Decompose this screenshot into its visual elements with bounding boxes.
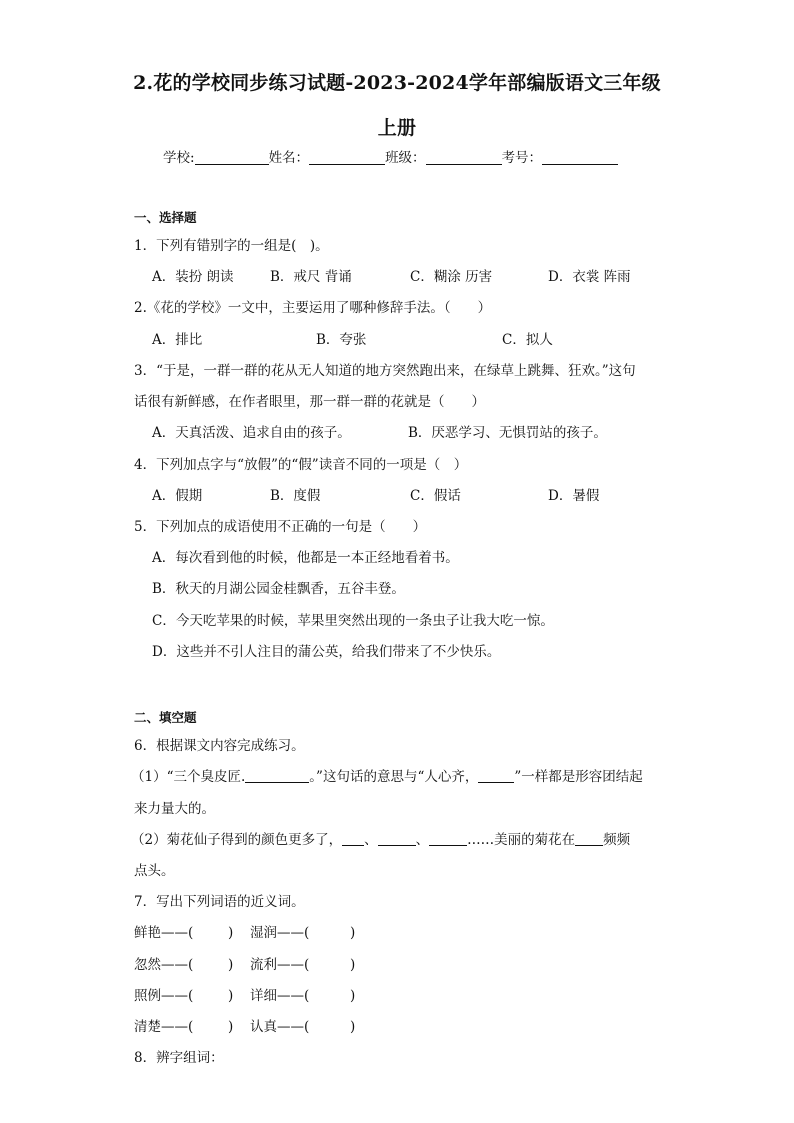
- section-heading: 一、选择题: [134, 210, 197, 225]
- synonym-close[interactable]: ): [228, 988, 234, 1004]
- fill-line: [131, 765, 643, 785]
- synonym-row: [134, 953, 355, 973]
- synonym-word: 湿润——(: [250, 925, 310, 941]
- school-label: 学校:: [163, 150, 195, 166]
- question-stem: 4．下列加点字与“放假”的“假”读音不同的一项是（ ）: [134, 457, 468, 473]
- section-heading: 二、填空题: [134, 710, 197, 725]
- option-b[interactable]: B．厌恶学习、无惧罚站的孩子。: [408, 425, 607, 441]
- synonym-word: 认真——(: [250, 1019, 310, 1035]
- school-field[interactable]: [195, 150, 269, 165]
- synonym-close[interactable]: ): [228, 957, 234, 973]
- synonym-word: 流利——(: [250, 957, 310, 973]
- option-b[interactable]: B．夸张: [316, 332, 367, 348]
- student-info-row: [163, 146, 618, 166]
- option-a[interactable]: A．假期: [152, 488, 203, 504]
- fill-text: ”一样都是形容团结起: [514, 769, 643, 785]
- option-a[interactable]: A．装扮 朗读: [152, 269, 234, 285]
- fill-text: （1）“三个臭皮匠.: [131, 769, 246, 785]
- answer-blank[interactable]: [378, 833, 416, 846]
- class-label: 班级：: [385, 150, 426, 166]
- name-field[interactable]: [309, 150, 385, 165]
- fill-text-continued: 点头。: [134, 863, 175, 879]
- synonym-close[interactable]: ): [350, 957, 356, 973]
- question-stem: 2.《花的学校》一文中，主要运用了哪种修辞手法。（ ）: [134, 300, 492, 316]
- fill-line: [131, 828, 630, 848]
- answer-blank[interactable]: [245, 770, 309, 783]
- question-stem: 3．“于是，一群一群的花从无人知道的地方突然跑出来，在绿草上跳舞、狂欢。”这句: [134, 363, 636, 379]
- question-stem: 6．根据课文内容完成练习。: [134, 738, 305, 754]
- synonym-close[interactable]: ): [350, 925, 356, 941]
- fill-text-continued: 来力量大的。: [134, 801, 215, 817]
- synonym-row: [134, 1015, 355, 1035]
- synonym-close[interactable]: ): [228, 925, 234, 941]
- number-field[interactable]: [542, 150, 618, 165]
- answer-blank[interactable]: [478, 770, 514, 783]
- synonym-word: 清楚——(: [134, 1019, 194, 1035]
- fill-separator: 、: [415, 832, 430, 848]
- synonym-word: 照例——(: [134, 988, 194, 1004]
- number-label: 考号：: [501, 150, 543, 166]
- synonym-row: [134, 984, 355, 1004]
- answer-blank[interactable]: [575, 833, 603, 846]
- options-row: [152, 328, 553, 348]
- synonym-close[interactable]: ): [228, 1019, 234, 1035]
- synonym-word: 鲜艳——(: [134, 925, 194, 941]
- synonym-word: 详细——(: [250, 988, 310, 1004]
- options-row: [152, 484, 599, 504]
- synonym-word: 忽然——(: [134, 957, 194, 973]
- option-a[interactable]: A．排比: [152, 332, 203, 348]
- options-row: [152, 265, 631, 285]
- option-c[interactable]: C．拟人: [502, 332, 553, 348]
- option-d[interactable]: D．这些并不引人注目的蒲公英，给我们带来了不少快乐。: [152, 644, 501, 660]
- answer-blank[interactable]: [342, 833, 364, 846]
- synonym-row: [134, 921, 355, 941]
- options-row: [152, 421, 607, 441]
- option-b[interactable]: B．秋天的月湖公园金桂飘香，五谷丰登。: [152, 581, 405, 597]
- question-stem: 5．下列加点的成语使用不正确的一句是（ ）: [134, 519, 427, 535]
- page-title-continued: 上册: [377, 117, 417, 139]
- option-d[interactable]: D．暑假: [548, 488, 600, 504]
- fill-text: 频频: [603, 832, 631, 848]
- question-stem: 7．写出下列词语的近义词。: [134, 894, 305, 910]
- name-label: 姓名：: [268, 150, 310, 166]
- option-b[interactable]: B．戒尺 背诵: [270, 269, 352, 285]
- option-d[interactable]: D．衣裳 阵雨: [548, 269, 631, 285]
- option-a[interactable]: A．天真活泼、追求自由的孩子。: [152, 425, 351, 441]
- answer-blank[interactable]: [429, 833, 467, 846]
- question-stem: 8．辨字组词：: [134, 1050, 224, 1066]
- synonym-close[interactable]: ): [350, 1019, 356, 1035]
- option-c[interactable]: C．今天吃苹果的时候，苹果里突然出现的一条虫子让我大吃一惊。: [152, 613, 554, 629]
- synonym-close[interactable]: ): [350, 988, 356, 1004]
- option-c[interactable]: C．假话: [410, 488, 461, 504]
- page-title: 2.花的学校同步练习试题-2023-2024学年部编版语文三年级: [133, 72, 661, 94]
- option-a[interactable]: A．每次看到他的时候，他都是一本正经地看着书。: [152, 550, 459, 566]
- fill-text: （2）菊花仙子得到的颜色更多了，: [131, 832, 343, 848]
- question-stem: 1．下列有错别字的一组是( )。: [134, 238, 329, 254]
- fill-text: 。”这句话的意思与“人心齐，: [309, 769, 479, 785]
- question-stem-continued: 话很有新鲜感，在作者眼里，那一群一群的花就是（ ）: [134, 394, 485, 410]
- option-c[interactable]: C．糊涂 历害: [410, 269, 493, 285]
- fill-text: ……美丽的菊花在: [467, 832, 576, 848]
- option-b[interactable]: B．度假: [270, 488, 321, 504]
- class-field[interactable]: [426, 150, 502, 165]
- fill-separator: 、: [364, 832, 378, 848]
